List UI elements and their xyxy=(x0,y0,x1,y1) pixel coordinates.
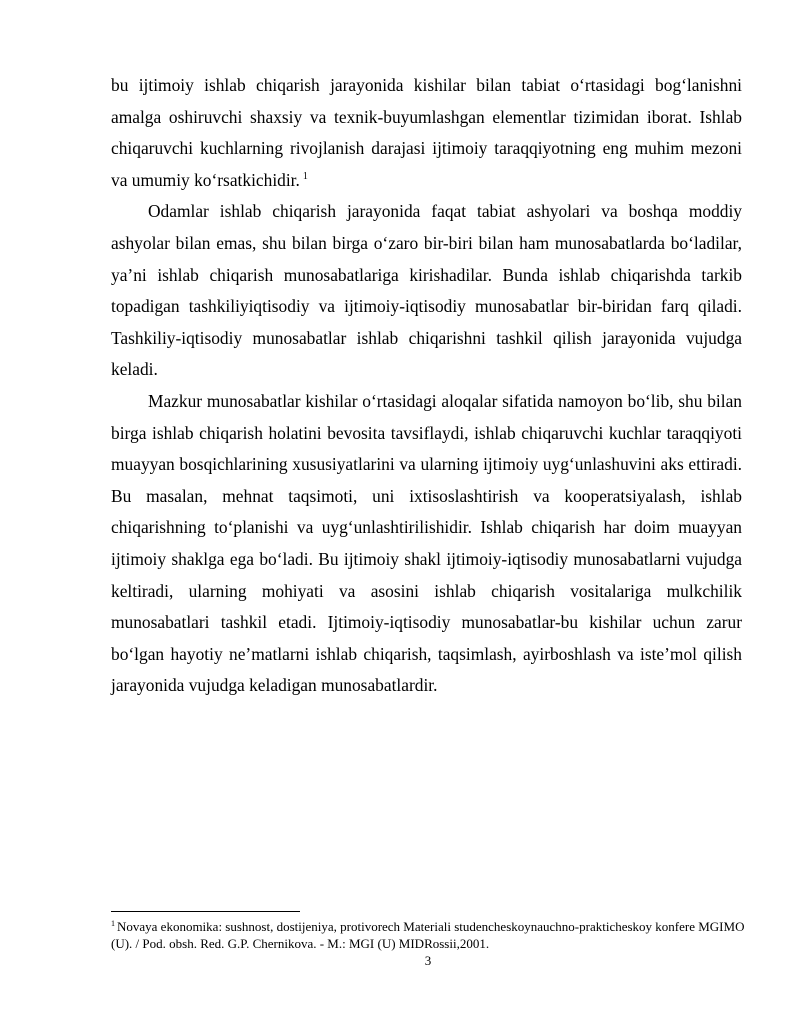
footnote-text: Novaya ekonomika: sushnost, dostijeniya, protivorech Materiali studencheskoynauchno-prakticheskoy konfere MGIMO (U). / Pod. obsh. Red. G.P. Chernikova. - M.: MGI (U) MIDRossii,2001. xyxy=(111,919,745,951)
paragraph-2: Odamlar ishlab chiqarish jarayonida faqat tabiat ashyolari va boshqa moddiy ashyolar bilan emas, shu bilan birga o‘zaro bir-biri bilan ham munosabatlarda bo‘ladilar, ya’ni ishlab chiqarish munosabatlariga kirishadilar. Bunda ishlab chiqarishda tarkib topadigan tashkiliyiqtisodiy va ijtimoiy-iqtisodiy munosabatlar bir-biridan farq qiladi. Tashkiliy-iqtisodiy munosabatlar ishlab chiqarishni tashkil qilish jarayonida vujudga keladi. xyxy=(111,201,742,380)
footnote-separator xyxy=(111,911,300,912)
footnote-reference: 1 xyxy=(302,170,308,182)
paragraph-1-text: bu ijtimoiy ishlab chiqarish jarayonida kishilar bilan tabiat o‘rtasidagi bog‘lanishni amalga oshiruvchi shaxsiy va texnik-buyumlashgan elementlar tizimidan iborat. Ishlab chiqaruvchi kuchlarning rivojlanish darajasi ijtimoiy taraqqiyotning eng muhim mezoni va umumiy ko‘rsatkichidir. xyxy=(111,75,742,190)
page-number: 3 xyxy=(424,953,432,968)
footnote xyxy=(111,918,751,952)
body-text xyxy=(111,70,742,702)
paragraph-3: Mazkur munosabatlar kishilar o‘rtasidagi aloqalar sifatida namoyon bo‘lib, shu bilan birga ishlab chiqarish holatini bevosita tavsiflaydi, ishlab chiqaruvchi kuchlar taraqqiyoti muayyan bosqichlarining xususiyatlarini va ularning ijtimoiy uyg‘unlashuvini aks ettiradi. Bu masalan, mehnat taqsimoti, uni ixtisoslashtirish va kooperatsiyalash, ishlab chiqarishning to‘planishi va uyg‘unlashtirilishidir. Ishlab chiqarish har doim muayyan ijtimoiy shaklga ega bo‘ladi. Bu ijtimoiy shakl ijtimoiy-iqtisodiy munosabatlarni vujudga keltiradi, ularning mohiyati va asosini ishlab chiqarish vositalariga mulkchilik munosabatlari tashkil etadi. Ijtimoiy-iqtisodiy munosabatlar-bu kishilar uchun zarur bo‘lgan hayotiy ne’matlarni ishlab chiqarish, taqsimlash, ayirboshlash va iste’mol qilish jarayonida vujudga keladigan munosabatlardir. xyxy=(111,390,742,696)
footnote-mark: 1 xyxy=(111,918,115,928)
paragraph-1 xyxy=(111,70,742,196)
